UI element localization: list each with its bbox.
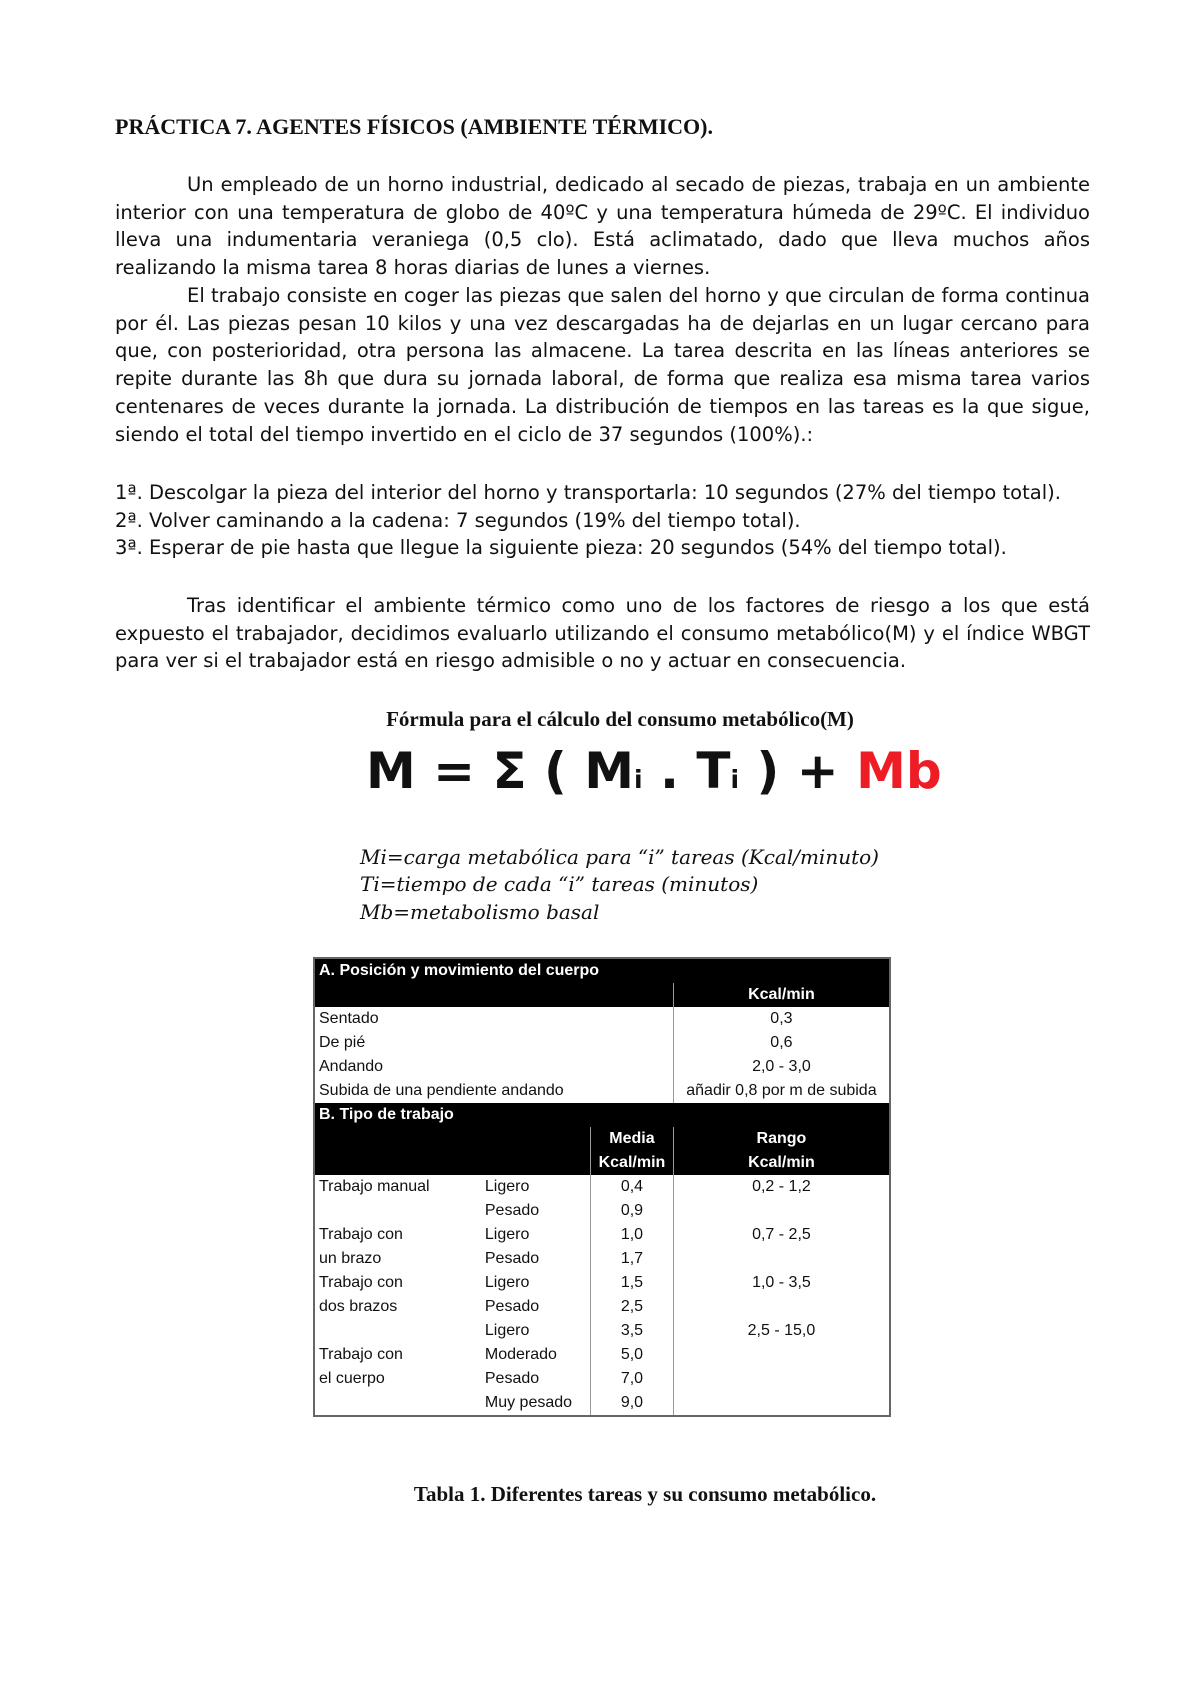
table-row (314, 1175, 890, 1199)
intensity: Pesado (484, 1202, 540, 1219)
table-row (314, 1319, 890, 1343)
formula-lhs: M = Σ ( M (366, 742, 635, 800)
formula-basal-term: Mb (856, 742, 942, 800)
formula-rhs: ) + (739, 742, 857, 800)
table-row (314, 1055, 890, 1079)
work-type (314, 1199, 481, 1223)
section-b-header (314, 1103, 890, 1127)
work-type: Trabajo manual (319, 1178, 430, 1195)
paragraph-1: Un empleado de un horno industrial, dedicado al secado de piezas, trabaja en un ambiente interior con una temperatura de globo de 40ºC y una temperatura húmeda de 29ºC. El individuo lleva una indumentaria veraniega (0,5 clo). Está aclimatado, dado que lleva muchos años realizando la misma tarea 8 horas diarias de lunes a viernes. (115, 173, 1090, 280)
section-a-unit-row (314, 983, 890, 1007)
row-value: 0,3 (673, 1007, 890, 1031)
table-row (314, 1247, 890, 1271)
media-value: 5,0 (591, 1343, 674, 1367)
legend-ti: Ti=tiempo de cada “i” tareas (minutos) (360, 872, 759, 896)
media-header: Media (591, 1127, 674, 1151)
table-row (314, 1391, 890, 1416)
task-item-3: 3ª. Esperar de pie hasta que llegue la siguiente pieza: 20 segundos (54% del tiempo total). (115, 536, 1007, 559)
section-b-header-row-1 (314, 1127, 890, 1151)
metabolic-table (313, 957, 891, 1417)
range-value (673, 1367, 890, 1391)
media-value: 0,9 (591, 1199, 674, 1223)
work-type: Trabajo con (319, 1274, 403, 1291)
work-type: Trabajo con (319, 1346, 403, 1363)
row-value: añadir 0,8 por m de subida (673, 1079, 890, 1103)
formula-heading: Fórmula para el cálculo del consumo metabólico(M) (386, 707, 854, 731)
formula-sub-i-1: i (634, 765, 643, 794)
intensity: Pesado (484, 1250, 540, 1267)
media-unit: Kcal/min (591, 1151, 674, 1175)
range-value: 0,7 - 2,5 (673, 1223, 890, 1247)
work-type (314, 1391, 481, 1416)
task-item-1: 1ª. Descolgar la pieza del interior del horno y transportarla: 10 segundos (27% del tiempo total). (115, 481, 1061, 504)
intensity: Moderado (484, 1346, 557, 1363)
metabolic-formula (366, 742, 942, 800)
legend-mi: Mi=carga metabólica para “i” tareas (Kcal/minuto) (360, 845, 879, 869)
document-title: PRÁCTICA 7. AGENTES FÍSICOS (AMBIENTE TÉRMICO). (115, 114, 713, 139)
media-value: 7,0 (591, 1367, 674, 1391)
rango-unit: Kcal/min (673, 1151, 890, 1175)
formula-mid: . T (642, 742, 731, 800)
work-type: un brazo (319, 1250, 382, 1267)
range-value (673, 1199, 890, 1223)
intensity: Muy pesado (484, 1394, 573, 1411)
range-value: 1,0 - 3,5 (673, 1271, 890, 1295)
row-label: Sentado (319, 1010, 379, 1027)
intensity: Pesado (484, 1370, 540, 1387)
range-value: 0,2 - 1,2 (673, 1175, 890, 1199)
row-label: Andando (319, 1058, 384, 1075)
row-value: 0,6 (673, 1031, 890, 1055)
work-type: el cuerpo (319, 1370, 385, 1387)
intensity: Ligero (484, 1178, 530, 1195)
media-value: 9,0 (591, 1391, 674, 1416)
work-type (314, 1319, 481, 1343)
legend-mb: Mb=metabolismo basal (360, 900, 600, 924)
intensity: Pesado (484, 1298, 540, 1315)
intensity: Ligero (484, 1274, 530, 1291)
range-value (673, 1343, 890, 1367)
row-label: De pié (319, 1034, 366, 1051)
work-type: dos brazos (319, 1298, 398, 1315)
table-row (314, 1343, 890, 1367)
section-a-unit: Kcal/min (673, 983, 890, 1007)
row-label: Subida de una pendiente andando (319, 1082, 564, 1099)
media-value: 3,5 (591, 1319, 674, 1343)
section-a-header (314, 958, 890, 983)
row-value: 2,0 - 3,0 (673, 1055, 890, 1079)
range-value (673, 1247, 890, 1271)
paragraph-3: Tras identificar el ambiente térmico como uno de los factores de riesgo a los que está expuesto el trabajador, decidimos evaluarlo utilizando el consumo metabólico(M) y el índice WBGT para ver si el trabajador está en riesgo admisible o no y actuar en consecuencia. (115, 594, 1090, 673)
work-type: Trabajo con (319, 1226, 403, 1243)
section-b-title: B. Tipo de trabajo (314, 1103, 890, 1127)
range-value (673, 1295, 890, 1319)
task-item-2: 2ª. Volver caminando a la cadena: 7 segundos (19% del tiempo total). (115, 509, 801, 532)
section-a-title: A. Posición y movimiento del cuerpo (314, 958, 890, 983)
range-value (673, 1391, 890, 1416)
table-row (314, 1223, 890, 1247)
media-value: 2,5 (591, 1295, 674, 1319)
formula-sub-i-2: i (730, 765, 740, 794)
table-row (314, 1007, 890, 1031)
media-value: 1,7 (591, 1247, 674, 1271)
intensity: Ligero (484, 1226, 530, 1243)
table-row (314, 1079, 890, 1103)
media-value: 1,0 (591, 1223, 674, 1247)
table-row (314, 1295, 890, 1319)
table-row (314, 1271, 890, 1295)
table-caption: Tabla 1. Diferentes tareas y su consumo metabólico. (413, 1482, 877, 1506)
media-value: 1,5 (591, 1271, 674, 1295)
media-value: 0,4 (591, 1175, 674, 1199)
table-row (314, 1199, 890, 1223)
rango-header: Rango (673, 1127, 890, 1151)
range-value: 2,5 - 15,0 (673, 1319, 890, 1343)
table-row (314, 1031, 890, 1055)
intensity: Ligero (484, 1322, 530, 1339)
table-row (314, 1367, 890, 1391)
paragraph-2: El trabajo consiste en coger las piezas que salen del horno y que circulan de forma continua por él. Las piezas pesan 10 kilos y una vez descargadas ha de dejarlas en un lugar cercano para que, con posterioridad, otra persona las almacene. La tarea descrita en las líneas anteriores se repite durante las 8h que dura su jornada laboral, de forma que realiza esa misma tarea varios centenares de veces durante la jornada. La distribución de tiempos en las tareas es la que sigue, siendo el total del tiempo invertido en el ciclo de 37 segundos (100%).: (115, 284, 1090, 446)
